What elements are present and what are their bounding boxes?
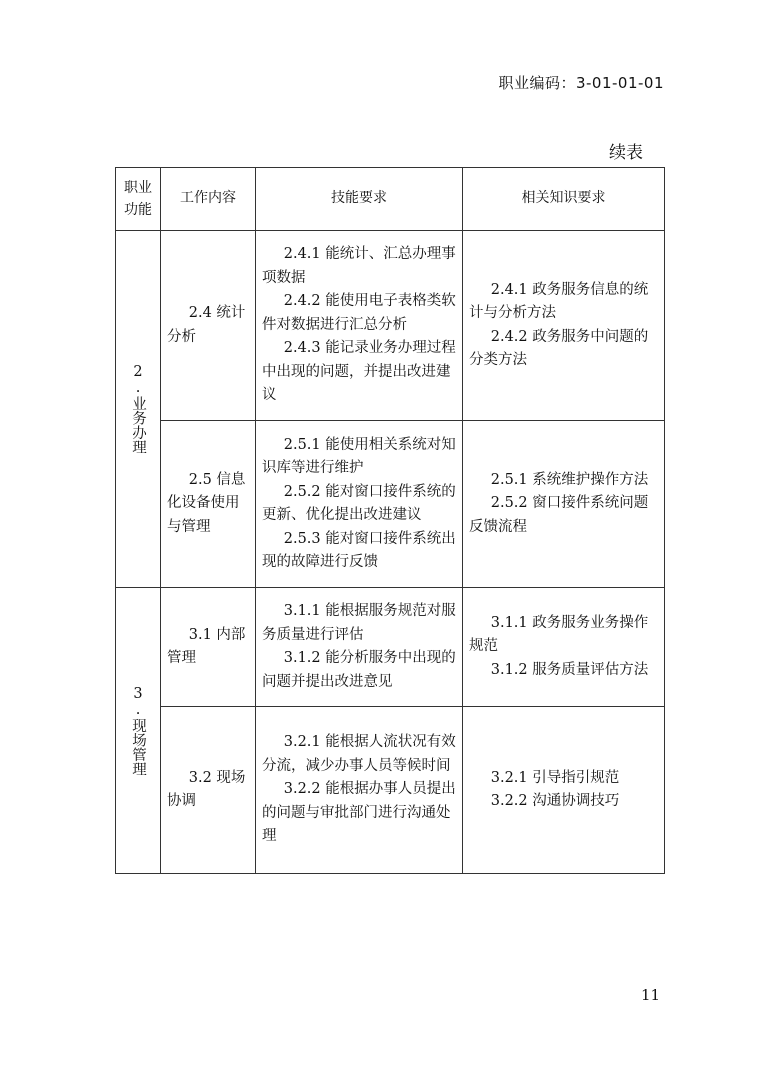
page-number: 11 [641,986,661,1004]
work-content-cell: 3.2 现场协调 [161,707,256,874]
table-row [116,231,665,421]
continued-label: 续表 [609,143,643,163]
table-header-row [116,168,665,231]
function-label: 3.现场管理 [130,685,146,776]
skills-table [115,167,665,874]
table-row [116,588,665,707]
col-header-content: 工作内容 [161,168,256,231]
col-header-skills: 技能要求 [256,168,463,231]
table-row [116,421,665,588]
skills-cell: 3.2.1 能根据人流状况有效分流，减少办事人员等候时间 3.2.2 能根据办事人员提出的问题与审批部门进行沟通处理 [256,707,463,874]
work-content-cell: 3.1 内部管理 [161,588,256,707]
occupation-code: 职业编码：3-01-01-01 [498,74,664,92]
knowledge-cell: 3.2.1 引导指引规范 3.2.2 沟通协调技巧 [463,707,665,874]
knowledge-cell: 2.4.1 政务服务信息的统计与分析方法 2.4.2 政务服务中问题的分类方法 [463,231,665,421]
function-label: 2.业务办理 [130,364,146,454]
table-row [116,707,665,874]
col-header-knowledge: 相关知识要求 [463,168,665,231]
work-content-cell: 2.4 统计分析 [161,231,256,421]
col-header-function: 职业功能 [116,168,161,231]
knowledge-cell: 2.5.1 系统维护操作方法 2.5.2 窗口接件系统问题反馈流程 [463,421,665,588]
function-cell [116,588,161,874]
skills-cell: 2.5.1 能使用相关系统对知识库等进行维护 2.5.2 能对窗口接件系统的更新、优化提出改进建议 2.5.3 能对窗口接件系统出现的故障进行反馈 [256,421,463,588]
work-content-cell: 2.5 信息化设备使用与管理 [161,421,256,588]
function-cell [116,231,161,588]
skills-cell: 2.4.1 能统计、汇总办理事项数据 2.4.2 能使用电子表格类软件对数据进行汇总分析 2.4.3 能记录业务办理过程中出现的问题，并提出改进建议 [256,231,463,421]
knowledge-cell: 3.1.1 政务服务业务操作规范 3.1.2 服务质量评估方法 [463,588,665,707]
skills-cell: 3.1.1 能根据服务规范对服务质量进行评估 3.1.2 能分析服务中出现的问题并提出改进意见 [256,588,463,707]
